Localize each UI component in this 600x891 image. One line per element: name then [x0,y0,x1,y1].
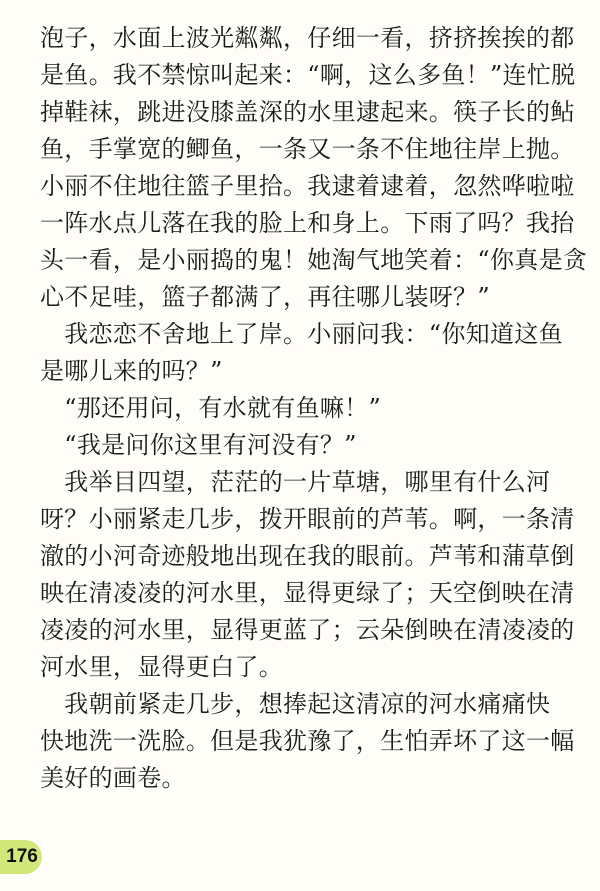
text-line: 头一看，是小丽捣的鬼！她淘气地笑着：“你真是贪 [40,246,588,274]
text-line: 美好的画卷。 [40,764,186,792]
text-line: 小丽不住地往篮子里拾。我逮着逮着，忽然哗啦啦 [40,172,575,200]
text-line: 鱼，手掌宽的鲫鱼，一条又一条不住地往岸上抛。 [40,135,575,163]
page-number: 176 [0,840,42,874]
text-line: 心不足哇，篮子都满了，再往哪儿装呀？” [40,283,490,311]
text-line: 映在清凌凌的河水里，显得更绿了；天空倒映在清 [40,579,575,607]
text-line: 澈的小河奇迹般地出现在我的眼前。芦苇和蒲草倒 [40,542,575,570]
text-line: 我举目四望，茫茫的一片草塘，哪里有什么河 [40,468,551,496]
text-line: 是鱼。我不禁惊叫起来：“啊，这么多鱼！”连忙脱 [40,61,576,89]
text-line: 呀？小丽紧走几步，拨开眼前的芦苇。啊，一条清 [40,505,575,533]
text-line: 掉鞋袜，跳进没膝盖深的水里逮起来。筷子长的鲇 [40,98,575,126]
text-line: 凌凌的河水里，显得更蓝了；云朵倒映在清凌凌的 [40,616,575,644]
text-line: “那还用问，有水就有鱼嘛！” [40,394,382,422]
text-line: 快地洗一洗脸。但是我犹豫了，生怕弄坏了这一幅 [40,727,575,755]
text-line: 是哪儿来的吗？” [40,357,223,385]
text-line: “我是问你这里有河没有？” [40,431,357,459]
text-line: 我朝前紧走几步，想捧起这清凉的河水痛痛快 [40,690,551,718]
body-text [40,20,588,797]
text-line: 我恋恋不舍地上了岸。小丽问我：“你知道这鱼 [40,320,563,348]
text-line: 河水里，显得更白了。 [40,653,283,681]
text-line: 泡子，水面上波光粼粼，仔细一看，挤挤挨挨的都 [40,24,575,52]
text-line: 一阵水点儿落在我的脸上和身上。下雨了吗？我抬 [40,209,575,237]
